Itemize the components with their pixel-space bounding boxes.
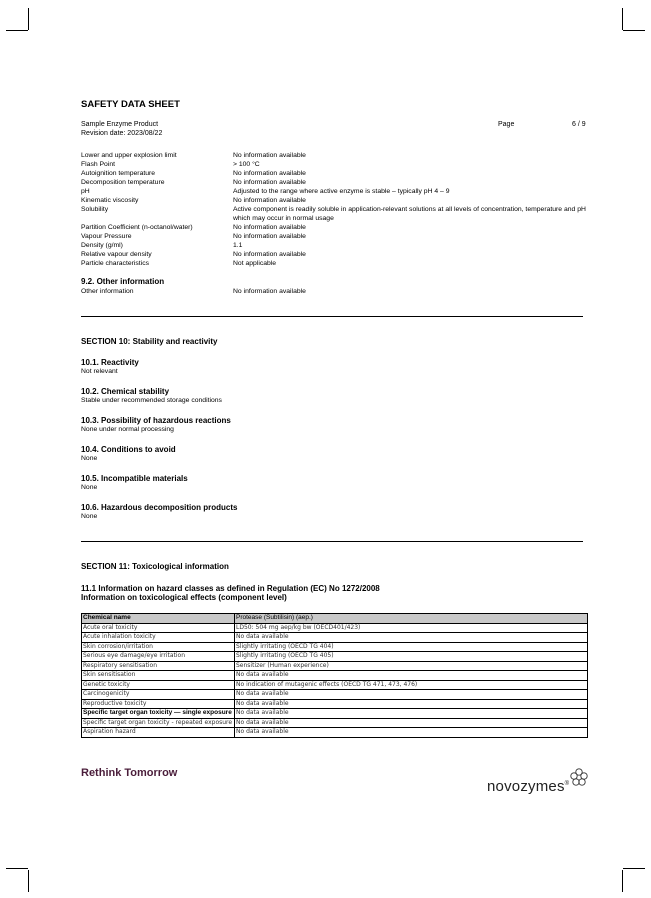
other-info-heading: 9.2. Other information [81,277,165,286]
table-row [82,690,588,700]
property-row [81,223,591,232]
property-row [81,187,591,196]
property-label: Autoignition temperature [81,170,156,177]
crop-mark [623,30,645,31]
property-row [81,259,591,268]
table-cell: Acute oral toxicity [82,623,235,633]
logo-text: novozymes [487,778,565,795]
property-value: 1.1 [233,242,243,249]
table-cell: No data available [235,671,588,681]
table-row [82,728,588,738]
section-divider [81,316,583,317]
property-value: Active component is readily soluble in application-relevant solutions at all levels of concentration, temperature and pH which may occur in normal usage [233,206,586,222]
section-11-subtitle: Information on toxicological effects (component level) [81,593,287,602]
property-label: Kinematic viscosity [81,197,139,204]
crop-mark [622,8,623,30]
page-number: 6 / 9 [572,121,586,128]
table-row [82,699,588,709]
subsection-text: None [81,484,98,491]
table-cell: Specific target organ toxicity — single exposure [82,709,235,719]
properties-list [81,151,591,268]
property-label: pH [81,188,90,195]
subsection-heading: 10.1. Reactivity [81,358,139,367]
table-cell: Specific target organ toxicity - repeated exposure [82,718,235,728]
table-row [82,680,588,690]
property-value: Adjusted to the range where active enzyme is stable – typically pH 4 – 9 [233,188,450,195]
toxicology-table [81,613,588,738]
table-cell: No data available [235,728,588,738]
table-cell: Skin sensitisation [82,671,235,681]
subsection-text: Stable under recommended storage conditions [81,397,222,404]
document-title: SAFETY DATA SHEET [81,99,180,110]
table-cell: No data available [235,718,588,728]
property-label: Vapour Pressure [81,233,132,240]
footer-slogan: Rethink Tomorrow [81,767,178,779]
subsection-heading: 10.5. Incompatible materials [81,474,188,483]
crop-mark [28,8,29,30]
table-cell: Skin corrosion/irritation [82,642,235,652]
registered-mark: ® [564,781,570,787]
table-cell: No data available [235,633,588,643]
table-header-row [82,614,588,624]
table-cell: Carcinogenicity [82,690,235,700]
property-value: No information available [233,179,306,186]
subsection-heading: 10.4. Conditions to avoid [81,445,176,454]
section-10-title: SECTION 10: Stability and reactivity [81,337,218,346]
section-11-subtitle: 11.1 Information on hazard classes as defined in Regulation (EC) No 1272/2008 [81,584,380,593]
property-row [81,160,591,169]
property-row [81,241,591,250]
subsection-text: None under normal processing [81,426,174,433]
subsection-text: None [81,513,98,520]
property-row [81,169,591,178]
crop-mark [6,30,28,31]
table-row [82,709,588,719]
table-cell: LD50: 504 mg aep/kg bw (OECD401/423) [235,623,588,633]
property-row [81,250,591,259]
table-cell: Respiratory sensitisation [82,661,235,671]
table-row [82,718,588,728]
table-cell: No indication of mutagenic effects (OECD TG 471, 473, 476) [235,680,588,690]
property-label: Partition Coefficient (n-octanol/water) [81,224,193,231]
table-cell: Slightly irritating (OECD TG 405) [235,652,588,662]
subsection-heading: 10.6. Hazardous decomposition products [81,503,238,512]
table-cell: No data available [235,690,588,700]
property-row [81,232,591,241]
table-cell: Genetic toxicity [82,680,235,690]
property-label: Relative vapour density [81,251,152,258]
subsection-heading: 10.3. Possibility of hazardous reactions [81,416,231,425]
table-row [82,633,588,643]
section-divider [81,541,583,542]
property-row [81,196,591,205]
table-row [82,661,588,671]
section-11-title: SECTION 11: Toxicological information [81,562,229,571]
crop-mark [28,870,29,892]
table-cell: Serious eye damage/eye irritation [82,652,235,662]
table-cell: Aspiration hazard [82,728,235,738]
property-value: No information available [233,152,306,159]
revision-date: Revision date: 2023/08/22 [81,130,163,137]
company-logo [487,778,569,795]
other-info-label: Other information [81,288,134,295]
page-label: Page [498,121,515,128]
table-row [82,623,588,633]
property-value: > 100 °C [233,161,260,168]
property-label: Flash Point [81,161,116,168]
product-name: Sample Enzyme Product [81,121,159,128]
table-row [82,652,588,662]
property-row [81,178,591,187]
property-value: No information available [233,233,306,240]
property-value: No information available [233,197,306,204]
property-value: No information available [233,170,306,177]
table-cell: Sensitizer (Human experience) [235,661,588,671]
subsection-text: Not relevant [81,368,118,375]
table-header: Chemical name [82,614,235,624]
crop-mark [6,868,28,869]
property-label: Density (g/ml) [81,242,123,249]
property-label: Lower and upper explosion limit [81,152,177,159]
property-value: Not applicable [233,260,277,267]
property-value: No information available [233,251,306,258]
table-cell: No data available [235,709,588,719]
subsection-text: None [81,455,98,462]
table-row [82,671,588,681]
property-label: Particle characteristics [81,260,149,267]
table-cell: Acute inhalation toxicity [82,633,235,643]
table-cell: Reproductive toxicity [82,699,235,709]
property-row [81,205,591,223]
property-label: Solubility [81,206,109,213]
table-row [82,642,588,652]
table-header: Protease (Subtilisin) (aep.) [235,614,588,624]
property-value: No information available [233,224,306,231]
table-cell: No data available [235,699,588,709]
subsection-heading: 10.2. Chemical stability [81,387,170,396]
property-label: Decomposition temperature [81,179,165,186]
property-row [81,151,591,160]
table-cell: Slightly irritating (OECD TG 404) [235,642,588,652]
crop-mark [622,870,623,892]
crop-mark [623,868,645,869]
other-info-value: No information available [233,288,306,295]
logo-flower-icon [568,766,590,793]
